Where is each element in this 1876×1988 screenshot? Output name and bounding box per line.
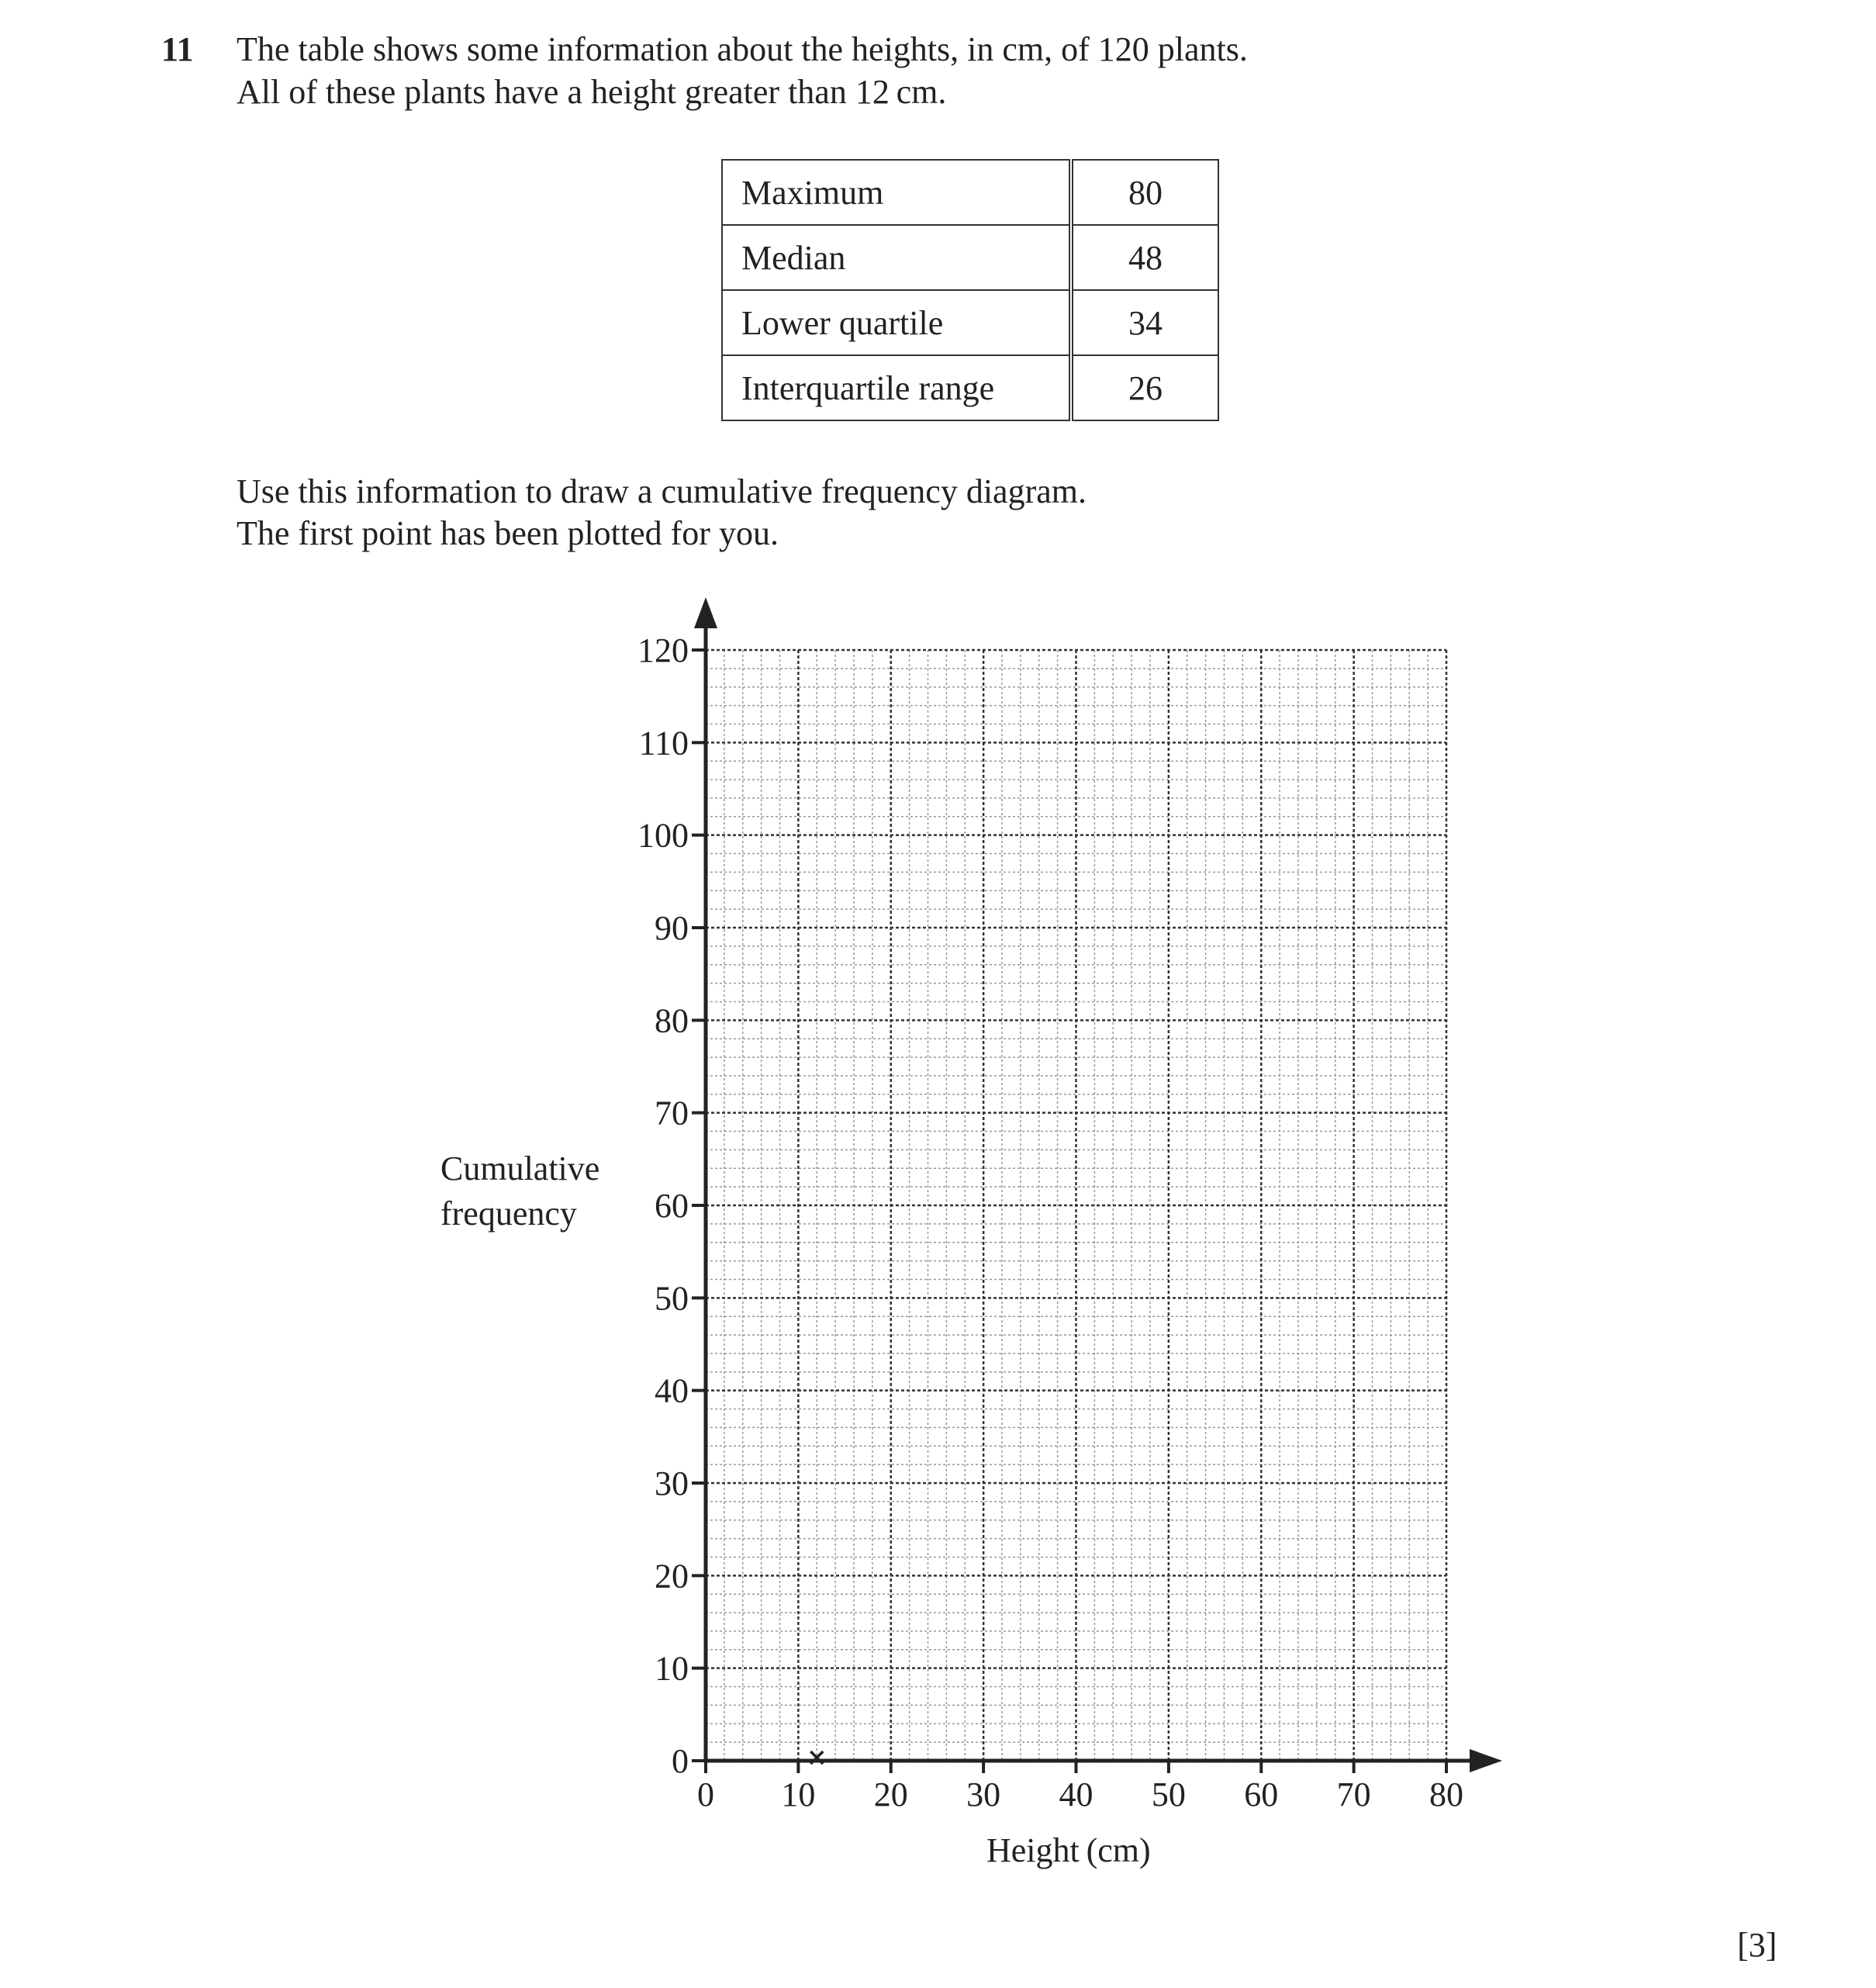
question-intro-line-1: The table shows some information about the heights, in cm, of 120 plants. [237, 30, 1248, 68]
y-tick-label: 50 [655, 1279, 689, 1318]
table-value-median: 48 [1071, 225, 1218, 290]
x-tick-label: 20 [873, 1775, 908, 1813]
y-tick-label: 40 [655, 1371, 689, 1410]
table-value-maximum: 80 [1071, 160, 1218, 225]
x-tick-label: 40 [1059, 1775, 1093, 1813]
question-number: 11 [161, 30, 194, 68]
y-tick-label: 110 [638, 724, 689, 762]
y-tick-label: 90 [655, 909, 689, 947]
y-tick-label: 20 [655, 1557, 689, 1596]
table-value-interquartile-range: 26 [1071, 355, 1218, 420]
table-label-interquartile-range: Interquartile range [722, 355, 1071, 420]
y-axis-label [440, 1146, 599, 1236]
x-tick-label: 50 [1151, 1775, 1186, 1813]
y-tick-label: 0 [672, 1742, 689, 1780]
x-tick-label: 60 [1244, 1775, 1279, 1813]
table-label-maximum: Maximum [722, 160, 1071, 225]
x-tick-label: 10 [781, 1775, 816, 1813]
x-tick-label: 70 [1336, 1775, 1371, 1813]
x-tick-label: 30 [966, 1775, 1001, 1813]
y-tick-label: 60 [655, 1187, 689, 1225]
table-label-lower-quartile: Lower quartile [722, 290, 1071, 355]
instruction-line-2: The first point has been plotted for you. [237, 514, 779, 552]
y-tick-label: 30 [655, 1464, 689, 1502]
y-tick-label: 70 [655, 1094, 689, 1132]
y-tick-label: 10 [655, 1649, 689, 1688]
table-value-lower-quartile: 34 [1071, 290, 1218, 355]
y-tick-label: 100 [637, 816, 689, 855]
y-axis-label-line-1: Cumulative [440, 1150, 600, 1188]
x-tick-label: 80 [1429, 1775, 1463, 1813]
table-label-median: Median [722, 225, 1071, 290]
marks-label: [3] [1737, 1926, 1778, 1964]
x-axis-arrow-icon [1470, 1749, 1502, 1772]
y-axis-arrow-icon [694, 597, 717, 628]
y-tick-label: 120 [637, 631, 689, 669]
x-axis-label: Height (cm) [986, 1831, 1151, 1869]
y-axis-label-line-2: frequency [440, 1195, 577, 1233]
y-tick-label: 80 [655, 1001, 689, 1040]
x-tick-label: 0 [697, 1775, 714, 1813]
axes [694, 597, 1502, 1772]
instruction-line-1: Use this information to draw a cumulative frequency diagram. [237, 472, 1087, 510]
question-intro-line-2: All of these plants have a height greater than 12 cm. [237, 73, 947, 111]
